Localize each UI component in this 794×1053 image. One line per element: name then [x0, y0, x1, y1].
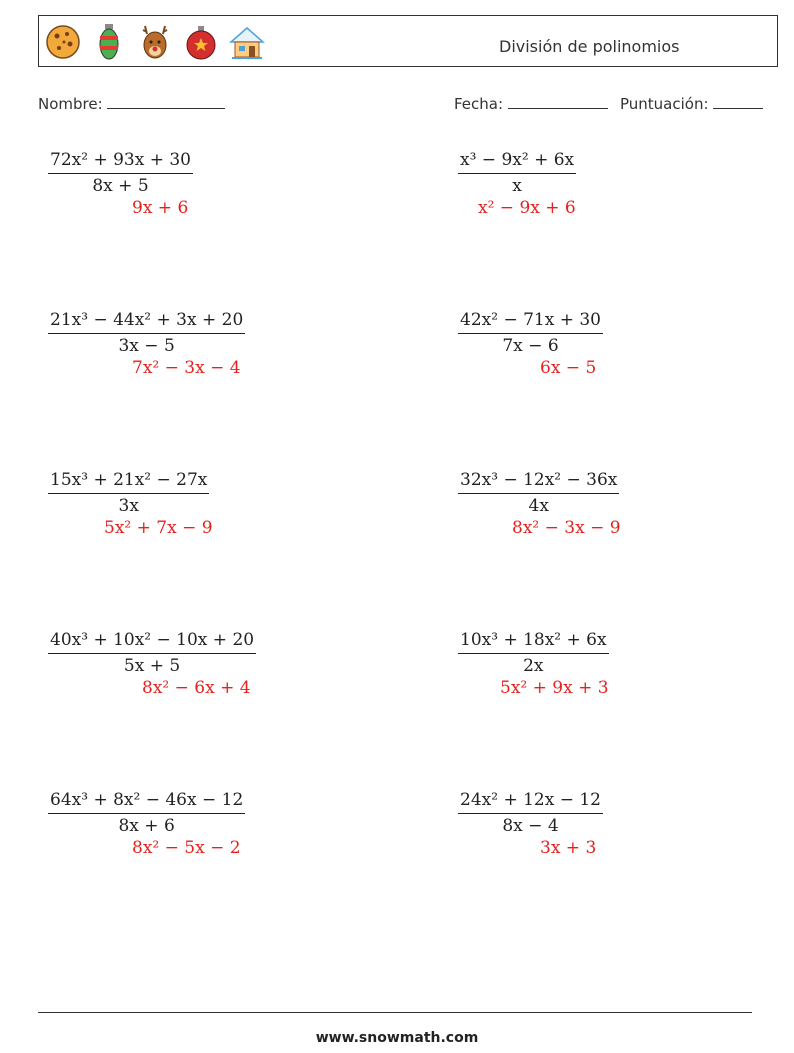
fraction [458, 790, 603, 836]
score-field [620, 94, 763, 113]
answer: 6x − 5 [540, 358, 597, 378]
date-label: Fecha: [454, 95, 504, 113]
worksheet-header [38, 15, 778, 67]
reindeer-icon [135, 22, 175, 62]
footer-divider [38, 1012, 752, 1013]
answer: 5x² + 9x + 3 [500, 678, 609, 698]
numerator: 15x³ + 21x² − 27x [48, 470, 209, 494]
denominator: 8x + 5 [92, 176, 149, 196]
fraction [48, 790, 245, 836]
numerator: x³ − 9x² + 6x [458, 150, 576, 174]
name-label: Nombre: [38, 95, 103, 113]
denominator: x [512, 176, 522, 196]
date-blank[interactable] [508, 94, 608, 109]
fraction [458, 630, 609, 676]
cookie-icon [43, 22, 83, 62]
numerator: 10x³ + 18x² + 6x [458, 630, 609, 654]
numerator: 21x³ − 44x² + 3x + 20 [48, 310, 245, 334]
fraction [458, 470, 619, 516]
score-label: Puntuación: [620, 95, 709, 113]
fraction [48, 310, 245, 356]
fraction [48, 630, 256, 676]
fraction [458, 310, 603, 356]
score-blank[interactable] [713, 94, 763, 109]
name-field [38, 94, 225, 113]
numerator: 24x² + 12x − 12 [458, 790, 603, 814]
answer: 5x² + 7x − 9 [104, 518, 213, 538]
denominator: 2x [523, 656, 544, 676]
footer-url: www.snowmath.com [315, 1030, 479, 1046]
answer: 3x + 3 [540, 838, 597, 858]
answer: 9x + 6 [132, 198, 189, 218]
ornament-icon [89, 22, 129, 62]
numerator: 72x² + 93x + 30 [48, 150, 193, 174]
answer: x² − 9x + 6 [478, 198, 576, 218]
fraction [48, 470, 209, 516]
numerator: 64x³ + 8x² − 46x − 12 [48, 790, 245, 814]
answer: 7x² − 3x − 4 [132, 358, 241, 378]
answer: 8x² − 5x − 2 [132, 838, 241, 858]
bauble-icon [181, 22, 221, 62]
denominator: 8x − 4 [502, 816, 559, 836]
denominator: 5x + 5 [123, 656, 181, 676]
denominator: 3x [118, 496, 139, 516]
denominator: 7x − 6 [502, 336, 559, 356]
answer: 8x² − 6x + 4 [142, 678, 251, 698]
worksheet-title: División de polinomios [499, 37, 680, 56]
numerator: 42x² − 71x + 30 [458, 310, 603, 334]
name-blank[interactable] [107, 94, 225, 109]
date-field [454, 94, 608, 113]
denominator: 8x + 6 [118, 816, 175, 836]
fraction [48, 150, 193, 196]
fraction [458, 150, 576, 196]
house-icon [227, 22, 267, 62]
denominator: 4x [528, 496, 549, 516]
numerator: 32x³ − 12x² − 36x [458, 470, 619, 494]
denominator: 3x − 5 [118, 336, 175, 356]
answer: 8x² − 3x − 9 [512, 518, 621, 538]
numerator: 40x³ + 10x² − 10x + 20 [48, 630, 256, 654]
